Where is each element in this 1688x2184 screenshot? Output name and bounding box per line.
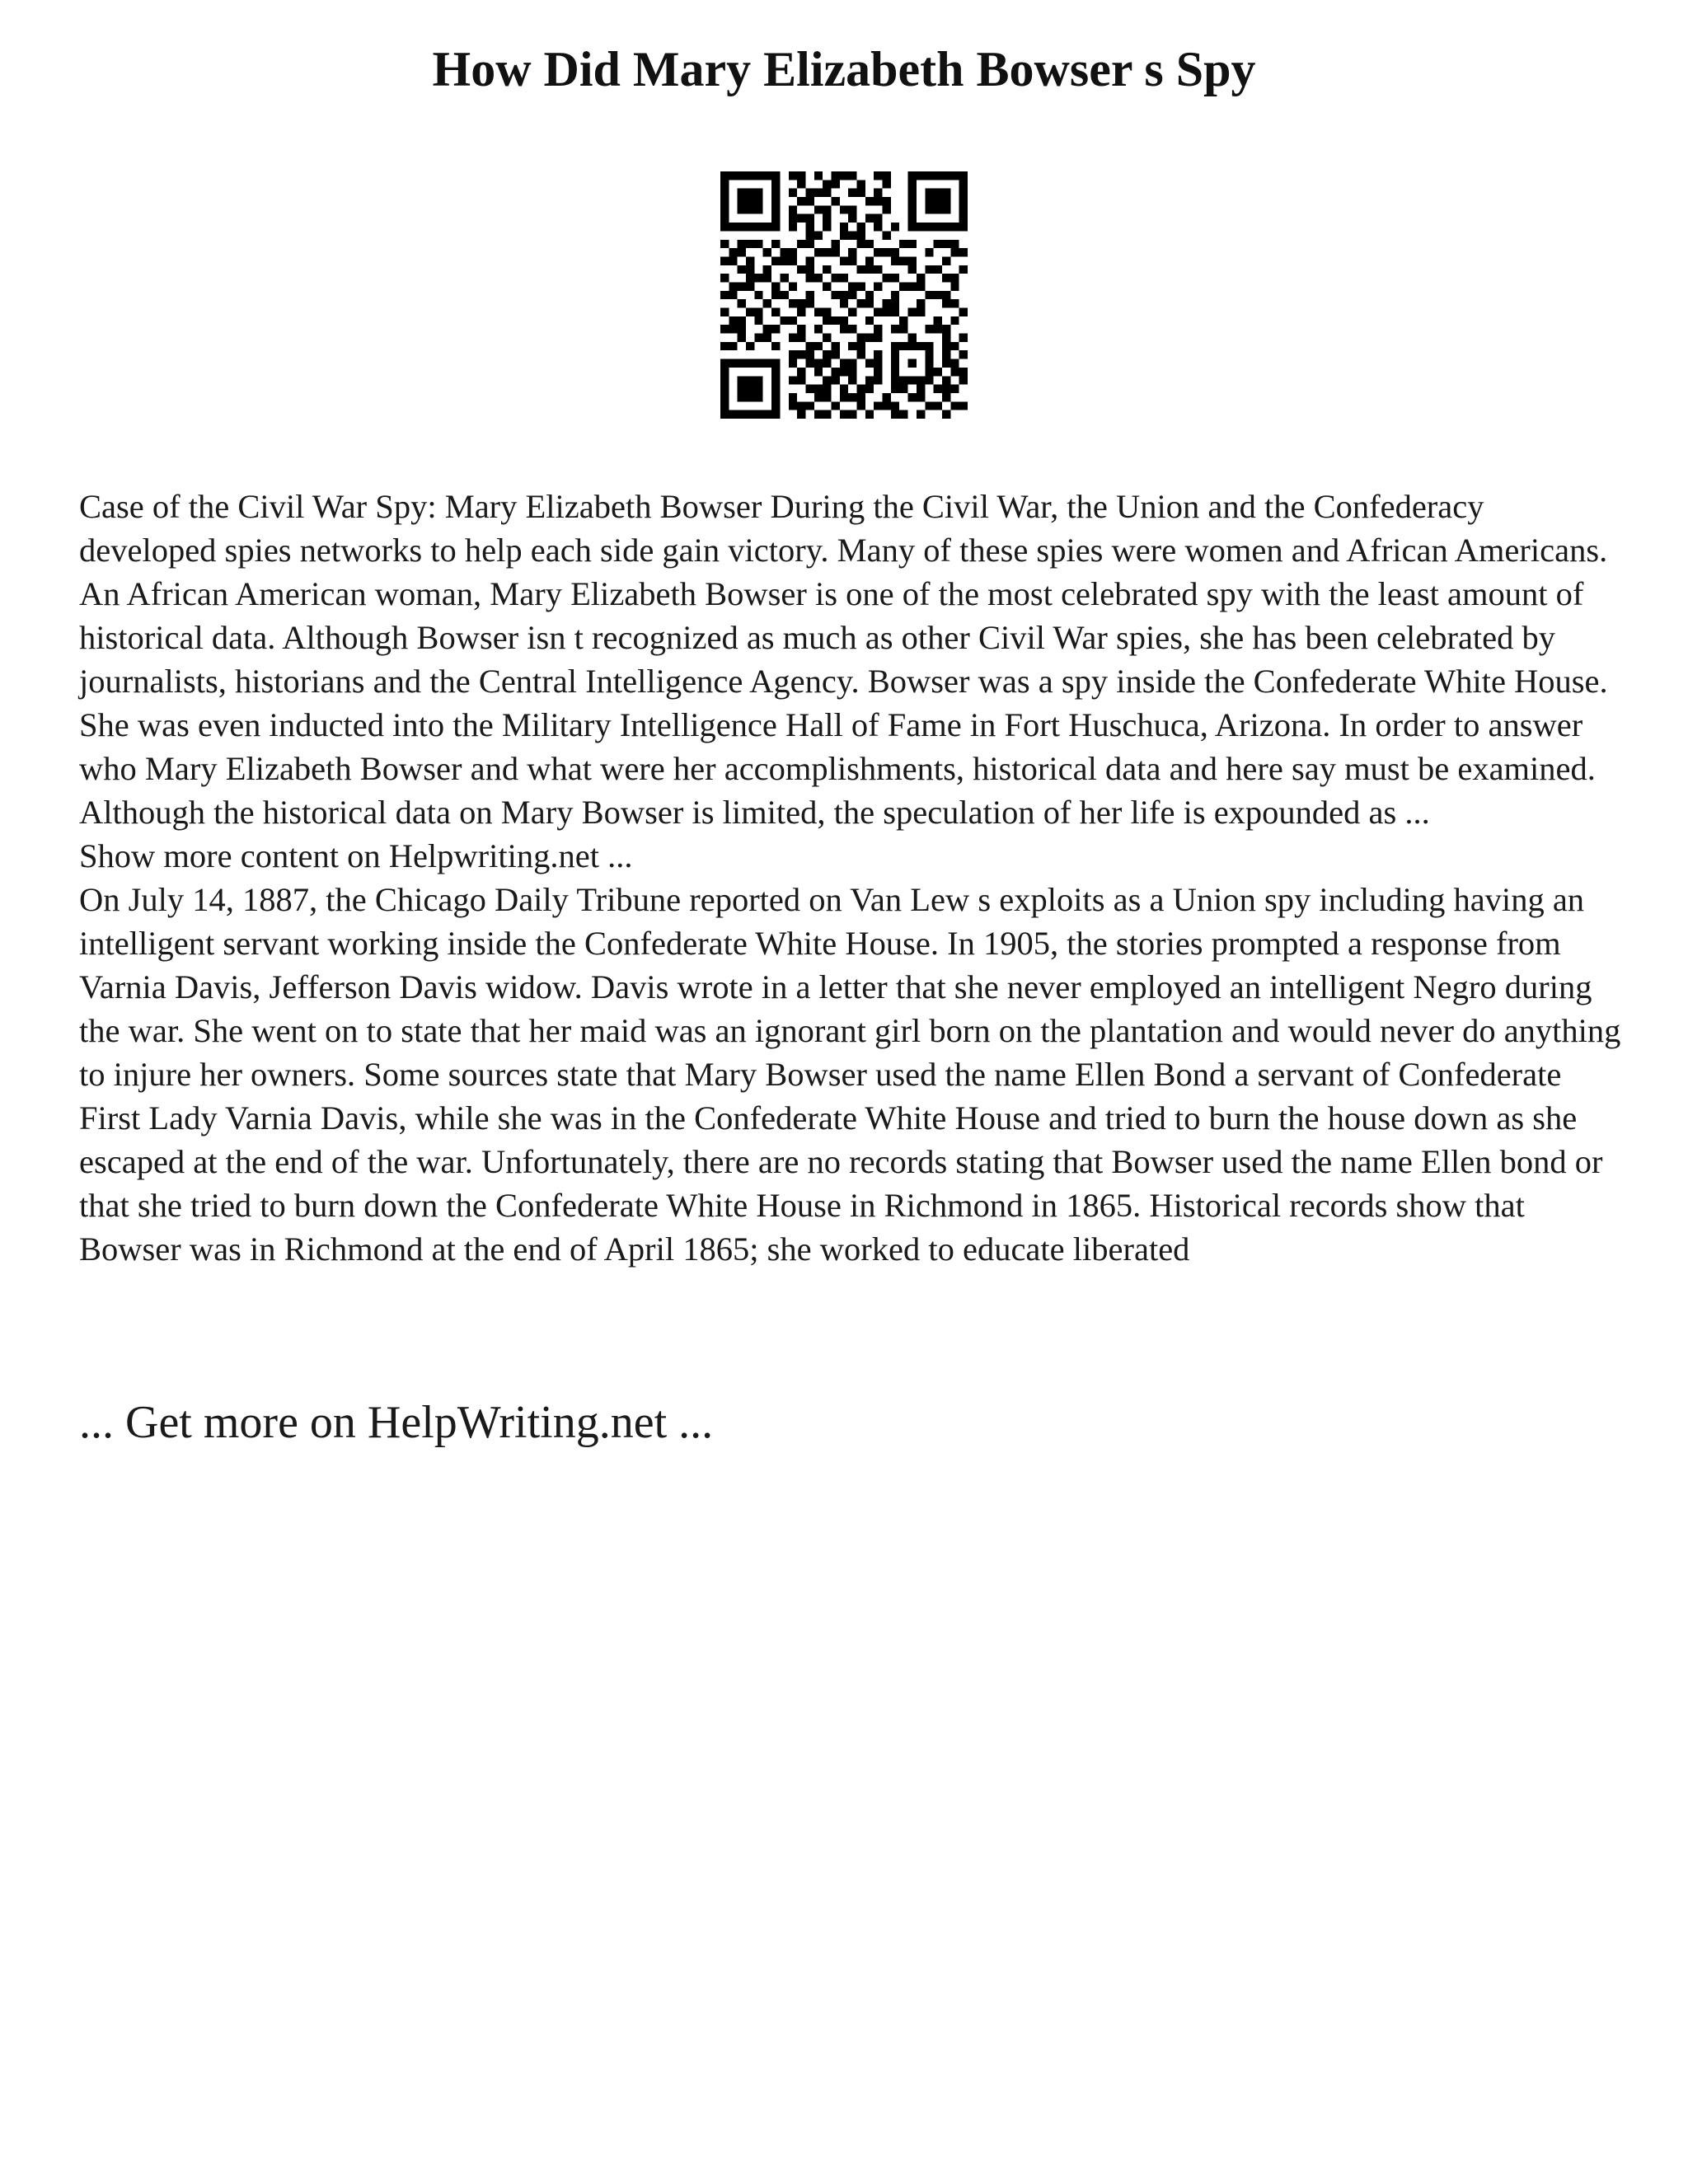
paragraph-intro: Case of the Civil War Spy: Mary Elizabeth Bowser During the Civil War, the Union and the Confederacy developed spies networks to help each side gain victory. Many of these spies were women and African Americans. An African American woman, Mary Elizabeth Bowser is one of the most celebrated spy with the least amount of historical data. Although Bowser isn t recognized as much as other Civil War spies, she has been celebrated by journalists, historians and the Central Intelligence Agency. Bowser was a spy inside the Confederate White House. She was even inducted into the Military Intelligence Hall of Fame in Fort Huschuca, Arizona. In order to answer who Mary Elizabeth Bowser and what were her accomplishments, historical data and here say must be examined. Although the historical data on Mary Bowser is limited, the speculation of her life is expounded as ... — [79, 488, 1608, 831]
qr-code-graphic — [720, 171, 968, 419]
page-title: How Did Mary Elizabeth Bowser s Spy — [432, 42, 1256, 96]
get-more-link[interactable]: ... Get more on HelpWriting.net ... — [79, 1397, 714, 1448]
qr-code-icon[interactable] — [720, 171, 968, 419]
paragraph-second: On July 14, 1887, the Chicago Daily Tribune reported on Van Lew s exploits as a Union spy including having an intelligent servant working inside the Confederate White House. In 1905, the stories prompted a response from Varnia Davis, Jefferson Davis widow. Davis wrote in a letter that she never employed an intelligent Negro during the war. She went on to state that her maid was an ignorant girl born on the plantation and would never do anything to injure her owners. Some sources state that Mary Bowser used the name Ellen Bond a servant of Confederate First Lady Varnia Davis, while she was in the Confederate White House and tried to burn the house down as she escaped at the end of the war. Unfortunately, there are no records stating that Bowser used the name Ellen bond or that she tried to burn down the Confederate White House in Richmond in 1865. Historical records show that Bowser was in Richmond at the end of April 1865; she worked to educate liberated — [79, 881, 1621, 1268]
show-more-link[interactable]: Show more content on Helpwriting.net ... — [79, 837, 633, 874]
article-body — [79, 485, 1629, 1271]
